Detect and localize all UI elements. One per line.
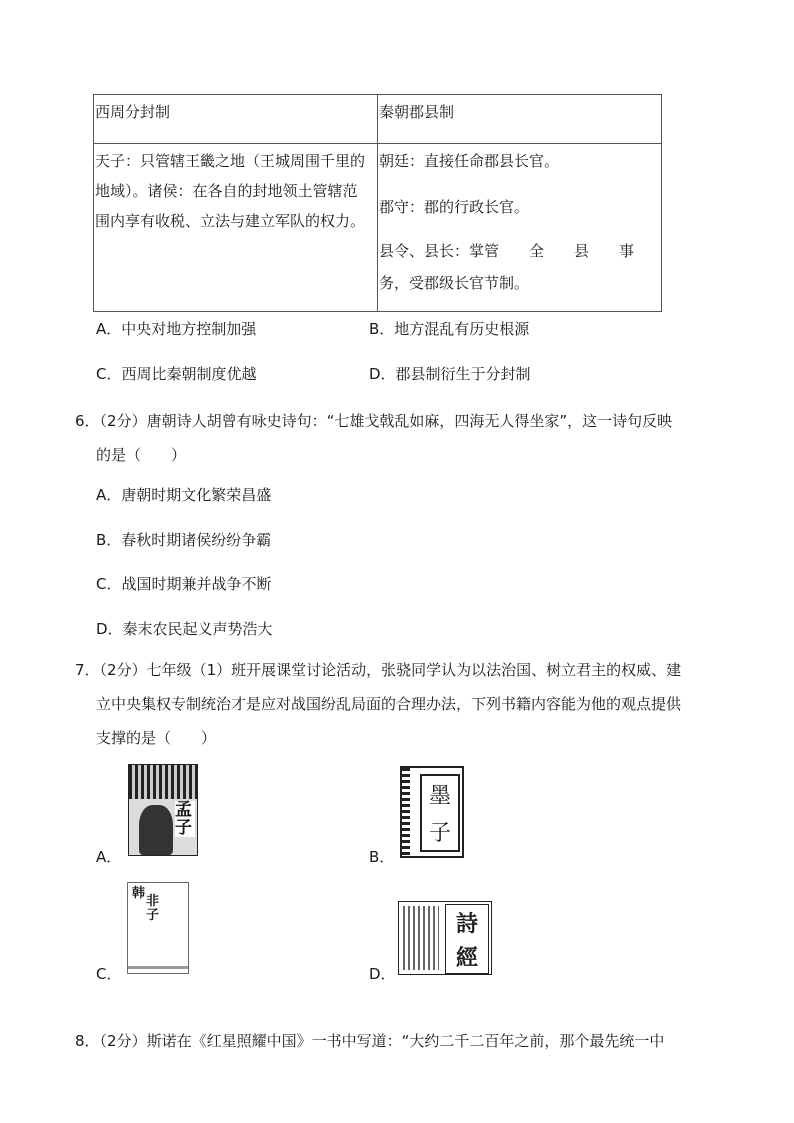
- question-7-stem-cont: 支撑的是（ ）: [96, 729, 217, 747]
- hanfeizi-title-char: 非子: [146, 894, 160, 923]
- cell-text-line: 务，受郡级长官节制。: [379, 274, 530, 292]
- cell-text-line: 郡守：郡的行政长官。: [379, 198, 530, 216]
- question-6-stem-cont: 的是（ ）: [96, 446, 187, 464]
- question-8: [75, 1024, 665, 1058]
- q7-option-c[interactable]: C．: [96, 965, 122, 983]
- question-6: [75, 404, 673, 472]
- q6-option-a[interactable]: A．唐朝时期文化繁荣昌盛: [96, 486, 272, 504]
- cell-text-line: 地域）。诸侯：在各自的封地领土管辖范: [95, 182, 358, 200]
- q7-option-a[interactable]: A．: [96, 848, 122, 866]
- q7-option-d[interactable]: D．: [369, 965, 396, 983]
- mozi-title-char: 墨: [428, 784, 451, 809]
- q6-option-b[interactable]: B．春秋时期诸侯纷纷争霸: [96, 531, 272, 549]
- q7-option-b[interactable]: B．: [369, 848, 395, 866]
- shijing-title-char: 經: [455, 944, 478, 971]
- shijing-book-image: [398, 901, 492, 975]
- table-header-western-zhou: 西周分封制: [94, 95, 378, 144]
- mozi-title-char: 子: [428, 821, 451, 846]
- table-cell-qin: [378, 144, 662, 312]
- question-7: [75, 653, 682, 755]
- q6-option-c[interactable]: C．战国时期兼并战争不断: [96, 575, 272, 593]
- q5-option-a[interactable]: A．中央对地方控制加强: [96, 320, 257, 338]
- table-header-qin: 秦朝郡县制: [378, 95, 662, 144]
- hanfeizi-title-char: 韩: [132, 886, 146, 901]
- comparison-table: [93, 94, 662, 312]
- shijing-title-char: 詩: [455, 910, 478, 937]
- question-8-stem: 8．（2分）斯诺在《红星照耀中国》一书中写道：“大约二千二百年之前，那个最先统一中: [75, 1032, 665, 1050]
- hanfeizi-book-image: [127, 882, 189, 974]
- q5-option-c[interactable]: C．西周比秦朝制度优越: [96, 365, 257, 383]
- table-cell-western-zhou: [94, 144, 378, 312]
- question-6-stem: 6．（2分）唐朝诗人胡曾有咏史诗句：“七雄戈戟乱如麻，四海无人得坐家”，这一诗句反映: [75, 412, 673, 430]
- q5-option-b[interactable]: B．地方混乱有历史根源: [369, 320, 530, 338]
- cell-text-line: 朝廷：直接任命郡县长官。: [379, 152, 560, 170]
- q6-option-d[interactable]: D．秦末农民起义声势浩大: [96, 620, 273, 638]
- q5-option-d[interactable]: D．郡县制衍生于分封制: [369, 365, 531, 383]
- cell-text-line: 围内享有收税、立法与建立军队的权力。: [95, 212, 366, 230]
- question-7-stem: 7．（2分）七年级（1）班开展课堂讨论活动，张骁同学认为以法治国、树立君主的权威、建: [75, 661, 682, 679]
- cell-text-line: 天子：只管辖王畿之地（王城周围千里的: [95, 152, 366, 170]
- mozi-book-image: [400, 766, 464, 858]
- question-7-stem-cont: 立中央集权专制统治才是应对战国纷乱局面的合理办法，下列书籍内容能为他的观点提供: [96, 695, 682, 713]
- mengzi-book-image: [128, 764, 198, 856]
- mengzi-title: 孟子: [175, 801, 195, 837]
- cell-text-line: 县令、县长：掌管 全 县 事: [379, 242, 635, 260]
